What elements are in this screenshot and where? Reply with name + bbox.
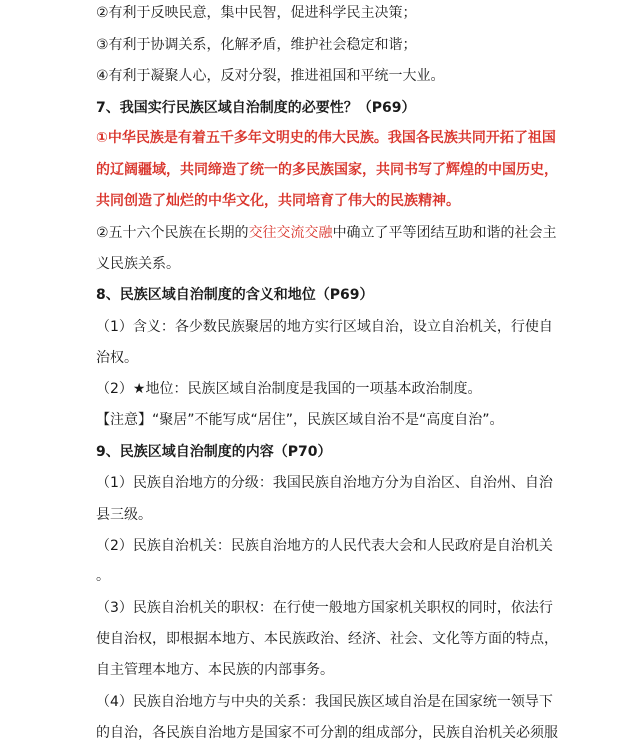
text-line: 的自治，各民族自治地方是国家不可分割的组成部分，民族自治机关必须服 xyxy=(96,725,558,741)
highlight-phrase: 交往交流交融 xyxy=(248,225,333,241)
highlight-line: ①中华民族是有着五千多年文明史的伟大民族。我国各民族共同开拓了祖国 xyxy=(96,130,556,146)
text-line: 使自治权，即根据本地方、本民族政治、经济、社会、文化等方面的特点， xyxy=(96,631,558,647)
highlight-line: 共同创造了灿烂的中华文化，共同培育了伟大的民族精神。 xyxy=(96,193,460,209)
text-line: 治权。 xyxy=(96,350,138,366)
text-line: 义民族关系。 xyxy=(96,256,180,272)
section-heading-8: 8、民族区域自治制度的含义和地位（P69） xyxy=(96,287,374,303)
highlight-line: 的辽阔疆域，共同缔造了统一的多民族国家，共同书写了辉煌的中国历史， xyxy=(96,162,558,178)
text-line: （1）含义：各少数民族聚居的地方实行区域自治，设立自治机关，行使自 xyxy=(96,319,553,335)
text-line xyxy=(96,223,557,243)
text-line: （4）民族自治地方与中央的关系：我国民族区域自治是在国家统一领导下 xyxy=(96,694,553,710)
note-line: 【注意】“聚居”不能写成“居住”，民族区域自治不是“高度自治”。 xyxy=(96,412,504,428)
text-segment: 中确立了平等团结互助和谐的社会主 xyxy=(332,225,557,241)
text-line: （2）★地位：民族区域自治制度是我国的一项基本政治制度。 xyxy=(96,381,482,397)
text-line: 自主管理本地方、本民族的内部事务。 xyxy=(96,662,334,678)
text-line: 。 xyxy=(96,568,110,584)
text-line: ④有利于凝聚人心，反对分裂，推进祖国和平统一大业。 xyxy=(96,68,445,84)
text-line: （3）民族自治机关的职权：在行使一般地方国家机关职权的同时，依法行 xyxy=(96,600,553,616)
text-line: ②有利于反映民意，集中民智，促进科学民主决策； xyxy=(96,5,417,21)
text-line: （1）民族自治地方的分级：我国民族自治地方分为自治区、自治州、自治 xyxy=(96,475,553,491)
text-line: 县三级。 xyxy=(96,507,152,523)
section-heading-7: 7、我国实行民族区域自治制度的必要性？（P69） xyxy=(96,100,416,116)
text-line: ③有利于协调关系，化解矛盾，维护社会稳定和谐； xyxy=(96,37,417,53)
section-heading-9: 9、民族区域自治制度的内容（P70） xyxy=(96,444,332,460)
text-line: （2）民族自治机关：民族自治地方的人民代表大会和人民政府是自治机关 xyxy=(96,538,553,554)
text-segment: ②五十六个民族在长期的 xyxy=(96,225,249,241)
